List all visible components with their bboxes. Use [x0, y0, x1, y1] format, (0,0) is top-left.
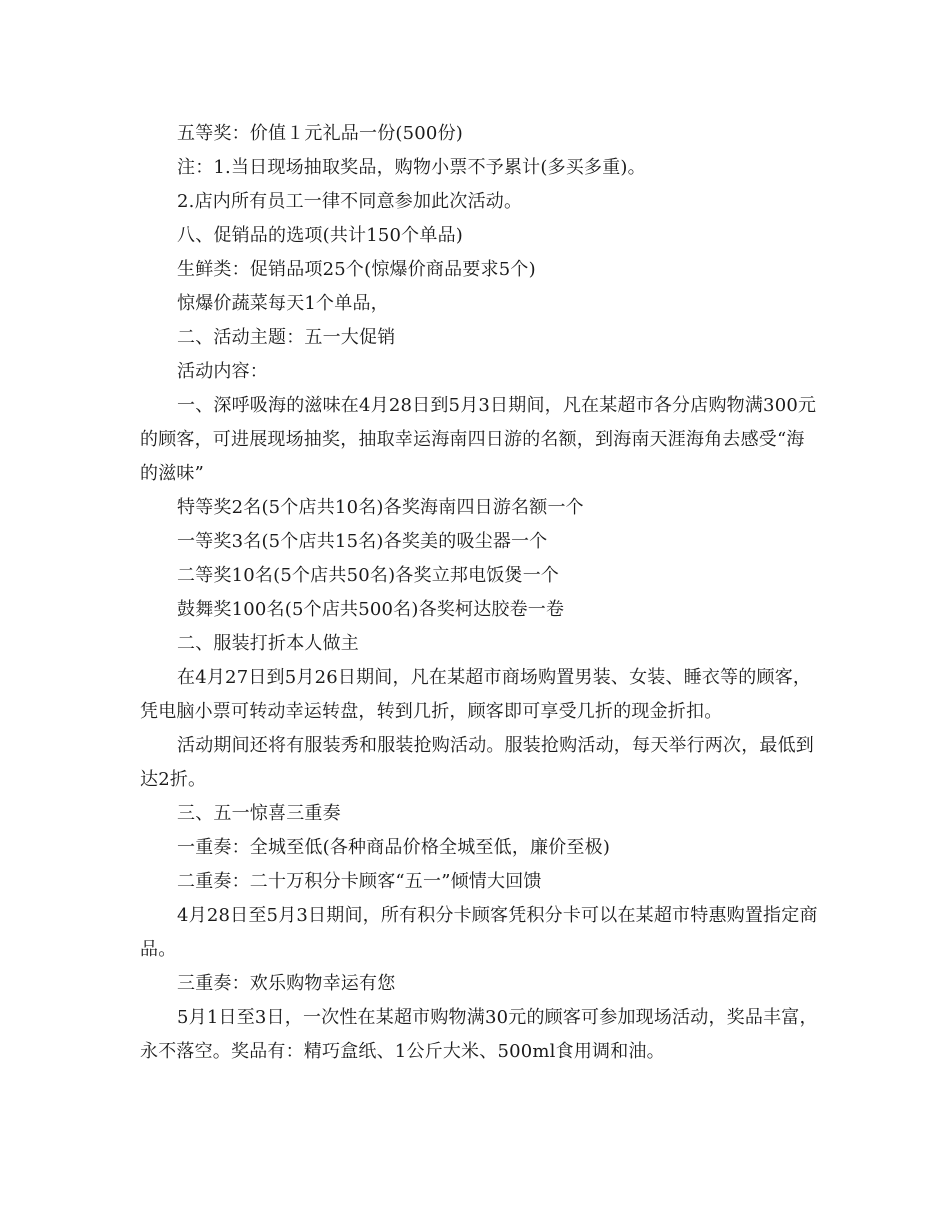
paragraph-third-movement: 三重奏：欢乐购物幸运有您: [177, 973, 396, 994]
paragraph-note-1: 注：1.当日现场抽取奖品，购物小票不予累计(多买多重)。: [177, 157, 646, 178]
paragraph-fashion-show: 活动期间还将有服装秀和服装抢购活动。服装抢购活动，每天举行两次，最低到达2折。: [140, 735, 814, 790]
paragraph-clothing-wheel: 在4月27日到5月26日期间，凡在某超市商场购置男装、女装、睡衣等的顾客，凭电脑小票可转动幸运转盘，转到几折，顾客即可享受几折的现金折扣。: [140, 667, 812, 722]
heading-promo-items: 八、促销品的选项(共计150个单品): [177, 225, 463, 246]
document-body: [140, 117, 820, 1069]
paragraph-special-prize: 特等奖2名(5个店共10名)各奖海南四日游名额一个: [177, 497, 584, 518]
paragraph-second-prize: 二等奖10名(5个店共50名)各奖立邦电饭煲一个: [177, 565, 560, 586]
heading-activity-content: 活动内容：: [177, 361, 268, 382]
paragraph-fresh-items: 生鲜类：促销品项25个(惊爆价商品要求5个): [177, 259, 536, 280]
paragraph-fifth-prize: 五等奖：价值１元礼品一份(500份): [177, 123, 463, 144]
heading-triple-surprise: 三、五一惊喜三重奏: [177, 803, 341, 824]
heading-activity-theme: 二、活动主题：五一大促销: [177, 327, 396, 348]
heading-clothing-discount: 二、服装打折本人做主: [177, 633, 359, 654]
paragraph-note-2: 2.店内所有员工一律不同意参加此次活动。: [177, 191, 523, 212]
paragraph-first-movement: 一重奏：全城至低(各种商品价格全城至低，廉价至极): [177, 837, 611, 858]
paragraph-points-card: 4月28日至5月3日期间，所有积分卡顾客凭积分卡可以在某超市特惠购置指定商品。: [140, 905, 818, 960]
paragraph-onsite-activity: 5月1日至3日，一次性在某超市购物满30元的顾客可参加现场活动，奖品丰富，永不落空。奖品有：精巧盒纸、1公斤大米、500ml食用调和油。: [140, 1007, 818, 1062]
paragraph-first-prize: 一等奖3名(5个店共15名)各奖美的吸尘器一个: [177, 531, 548, 552]
paragraph-sea-taste: 一、深呼吸海的滋味在4月28日到5月3日期间，凡在某超市各分店购物满300元的顾客，可进展现场抽奖，抽取幸运海南四日游的名额，到海南天涯海角去感受“海的滋味”: [140, 395, 817, 484]
paragraph-vegetables: 惊爆价蔬菜每天1个单品，: [177, 293, 389, 314]
paragraph-encouragement-prize: 鼓舞奖100名(5个店共500名)各奖柯达胶卷一卷: [177, 599, 565, 620]
paragraph-second-movement: 二重奏：二十万积分卡顾客“五一”倾情大回馈: [177, 871, 542, 892]
